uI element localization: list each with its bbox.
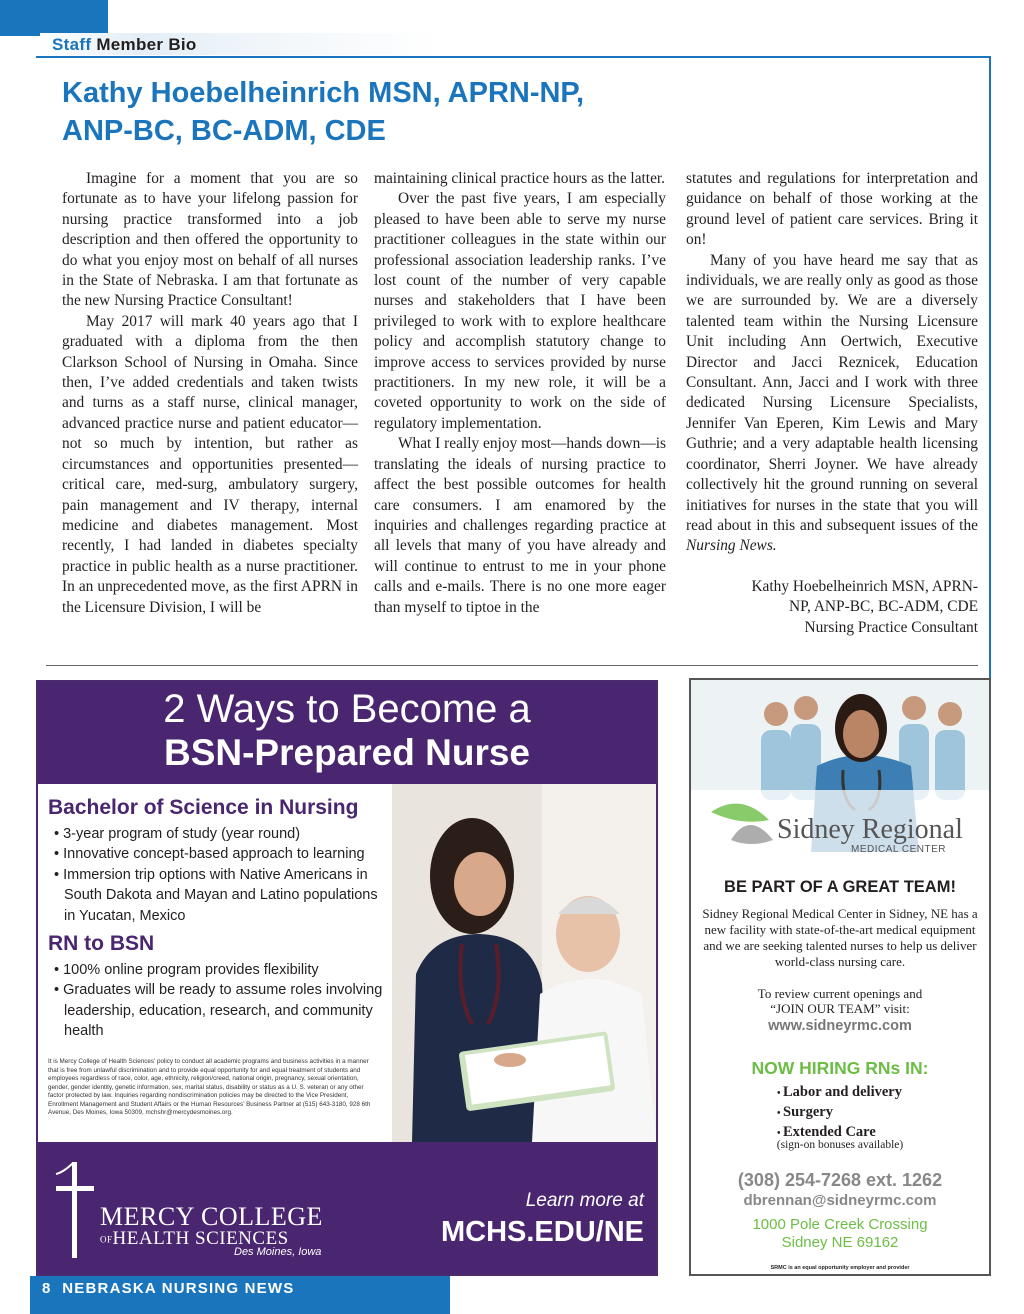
section-label-member-bio: Member Bio [96,35,197,54]
section-label [52,35,197,55]
nurse-and-patient-photo [392,784,656,1142]
paragraph: Over the past five years, I am especially pleased to have been able to serve my nurse practitioner colleagues in the state within our professional association leadership ranks. I’ve lost count of the number of very capable nurses and stakeholders that I have been privileged to work with to explore healthcare policy and accomplish statutory change to improve access to services provided by nurse practitioners. In my new role, it will be a coveted opportunity to work on the side of regulatory implementation. [374,190,666,432]
mercy-ad-headline-bold: BSN-Prepared Nurse [163,732,530,773]
bullet-item: • Graduates will be ready to assume roles involving leadership, education, research, and community health [54,982,383,1040]
article-title-line2: ANP-BC, BC-ADM, CDE [62,115,386,147]
sign-on-bonus-note: (sign-on bonuses available) [776,1139,904,1151]
author-signature [686,577,978,638]
article-title-line1: Kathy Hoebelheinrich MSN, APRN-NP, [62,77,585,109]
contact-email-link[interactable]: dbrennan@sidneyrmc.com [743,1192,937,1209]
sidney-website-link[interactable]: www.sidneyrmc.com [768,1018,912,1034]
sidney-ad-headline: BE PART OF A GREAT TEAM! [724,878,956,896]
program-title-rn-to-bsn: RN to BSN [48,932,155,955]
mercy-college-ad[interactable] [36,680,658,1276]
signature-line: Kathy Hoebelheinrich MSN, APRN- [751,577,978,595]
contact-address: 1000 Pole Creek Crossing Sidney NE 69162 [752,1216,928,1251]
page-number-and-publication: 8 NEBRASKA NURSING NEWS [42,1280,295,1297]
now-hiring-title: NOW HIRING RNs IN: [751,1058,929,1078]
mercy-college-logo-subtext: OFHEALTH SCIENCES [100,1228,289,1249]
nondiscrimination-disclaimer: It is Mercy College of Health Sciences’ policy to conduct all academic programs and business activities in a manner that is free from unlawful discrimination and to provide equal opportunity for and equal treatment of students and employees regardless of race, color, age, ethnicity, religion/creed, national origin, pregnancy, sexual orientation, gender, gender identity, genetic information, sex, marital status, disability or status as a U. S. veteran or any other factor protected by law. Inquiries regarding nondiscrimination policies may be directed to the Vice President, Enrollment Management and Student Affairs or the Human Resources’ Business Partner at (515) 643-3180, 928 6th Avenue, Des Moines, Iowa 50309, mchshr@mercydesmoines.org. [48,1058,371,1116]
mercy-ad-headline: 2 Ways to Become a [163,687,531,731]
list-item: • Extended Care [777,1123,902,1143]
sidney-ad-body: Sidney Regional Medical Center in Sidney, NE has a new facility with state-of-the-art medical equipment and we are seeking talented nurses to help us deliver world-class nursing care. [702,906,978,969]
sidney-regional-ad[interactable] [689,678,991,1276]
article-column-1 [62,169,358,618]
sidney-regional-logo-subtext: MEDICAL CENTER [851,844,946,855]
bullet-item: • 100% online program provides flexibility [54,962,319,978]
learn-more-text: Learn more at [525,1190,644,1211]
article-column-2 [374,169,666,618]
equal-opportunity-note: SRMC is an equal opportunity employer and provider [770,1265,910,1271]
article-divider [46,665,978,666]
paragraph: maintaining clinical practice hours as the latter. [374,170,666,187]
list-item: • Surgery [777,1103,902,1123]
contact-phone[interactable]: (308) 254-7268 ext. 1262 [737,1170,943,1190]
bullet-item: • Immersion trip options with Native Americans in South Dakota and Mayan and Latino populations in Yucatan, Mexico [54,866,378,924]
publication-name: Nursing News. [686,537,777,555]
mercy-college-city: Des Moines, Iowa [234,1246,322,1258]
mercy-ad-url-link[interactable]: MCHS.EDU/NE [440,1216,644,1248]
sidney-regional-logo-text: Sidney Regional [777,814,963,845]
hiring-list [777,1083,902,1143]
article-title [62,74,762,150]
program-title-bsn: Bachelor of Science in Nursing [48,796,359,819]
section-label-staff: Staff [52,35,92,54]
bullet-item: • Innovative concept-based approach to learning [54,846,365,863]
paragraph: What I really enjoy most—hands down—is translating the ideals of nursing practice to affect the best possible outcomes for health care consumers. I am enamored by the inquiries and challenges regarding practice at all levels that many of you have already and will continue to entrust to me in your phone calls and e-mails. There is no one more eager than myself to tiptoe in the [374,435,667,616]
paragraph: May 2017 will mark 40 years ago that I graduated with a diploma from the then Clarkson School of Nursing in Omaha. Since then, I’ve added credentials and taken twists and turns as a staff nurse, clinical manager, advanced practice nurse and patient educator—not so much by intention, but rather as circumstances and opportunities presented—critical care, med-surg, ambulatory surgery, pain management and IV therapy, internal medicine and diabetes management. Most recently, I had landed in diabetes specialty practice in public health as a nurse practitioner. In an unprecedented move, as the first APRN in the Licensure Division, I will be [62,312,358,616]
program-rn-bsn-bullets [46,960,386,1042]
header-corner-block [0,0,108,36]
bullet-item: • 3-year program of study (year round) [54,826,301,842]
article-column-3 [686,169,978,638]
mercy-college-logo-text: MERCY COLLEGE [100,1202,323,1231]
signature-line: NP, ANP-BC, BC-ADM, CDE [789,598,978,616]
signature-line: Nursing Practice Consultant [804,618,978,636]
list-item: • Labor and delivery [777,1083,902,1103]
program-bsn-bullets [46,824,390,926]
paragraph: Imagine for a moment that you are so fortunate as to have your lifelong passion for nursing practice transformed into a job description and then offered the opportunity to do what you enjoy most on behalf of all nurses in the State of Nebraska. I am that fortunate as the new Nursing Practice Consultant! [62,170,358,310]
cross-logo-icon [54,1162,96,1258]
paragraph: statutes and regulations for interpretation and guidance on behalf of those working at the ground level of patient care services. Bring it on! [686,170,978,249]
sidney-ad-openings: To review current openings and “JOIN OUR TEAM” visit: [757,986,923,1016]
paragraph [686,251,978,557]
paragraph-text: Many of you have heard me say that as individuals, we are really only as good as those we are surrounded by. We are a diversely talented team within the Nursing Licensure Unit including Ann Oertwich, Executive Director and Jacci Reznicek, Education Consultant. Ann, Jacci and I work with three dedicated Nursing Licensure Specialists, Jennifer Van Eperen, Kim Lewis and Mary Guthrie; and a very adaptable health licensing coordinator, Sherri Joyner. We have already collectively hit the ground running on several initiatives for nurses in the state that you will read about in this and subsequent issues of the [686,251,978,534]
